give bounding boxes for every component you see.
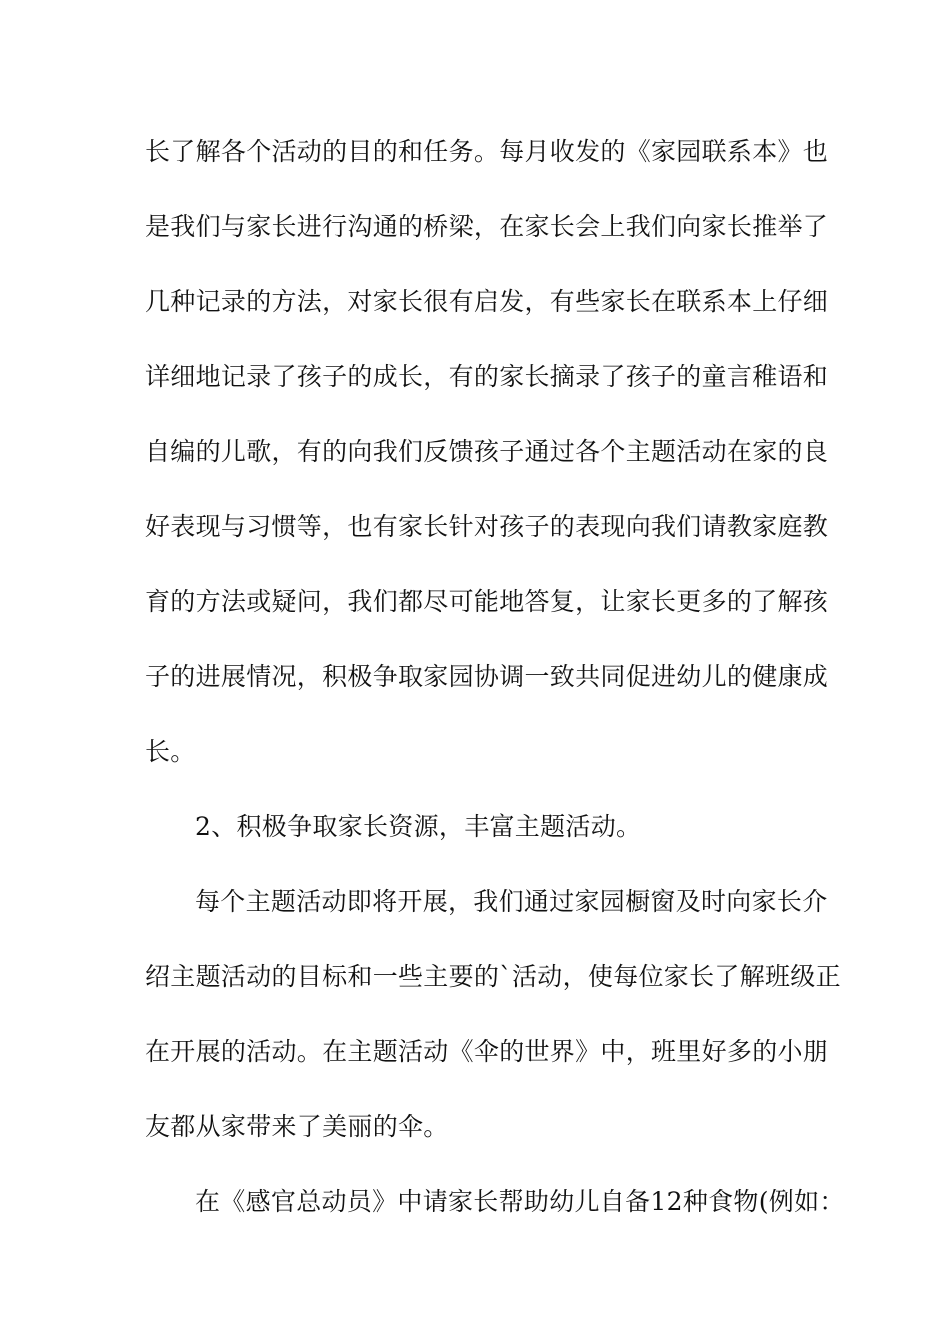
text-line: 绍主题活动的目标和一些主要的`活动，使每位家长了解班级正 (145, 962, 841, 991)
text-line: 几种记录的方法，对家长很有启发，有些家长在联系本上仔细 (145, 287, 829, 316)
text-line: 长。 (145, 737, 196, 766)
text-line: 详细地记录了孩子的成长，有的家长摘录了孩子的童言稚语和 (145, 362, 829, 391)
text-line: 在《感官总动员》中请家长帮助幼儿自备12种食物(例如： (195, 1187, 845, 1216)
text-line: 每个主题活动即将开展，我们通过家园橱窗及时向家长介 (195, 887, 828, 916)
text-line: 长了解各个活动的目的和任务。每月收发的《家园联系本》也 (145, 137, 829, 166)
text-line: 育的方法或疑问，我们都尽可能地答复，让家长更多的了解孩 (145, 587, 829, 616)
text-line: 子的进展情况，积极争取家园协调一致共同促进幼儿的健康成 (145, 662, 829, 691)
text-line: 自编的儿歌，有的向我们反馈孩子通过各个主题活动在家的良 (145, 437, 829, 466)
text-line: 友都从家带来了美丽的伞。 (145, 1112, 449, 1141)
text-line: 在开展的活动。在主题活动《伞的世界》中，班里好多的小朋 (145, 1037, 829, 1066)
section-heading: 2、积极争取家长资源，丰富主题活动。 (195, 812, 642, 841)
text-line: 是我们与家长进行沟通的桥梁，在家长会上我们向家长推举了 (145, 212, 829, 241)
text-line: 好表现与习惯等，也有家长针对孩子的表现向我们请教家庭教 (145, 512, 829, 541)
